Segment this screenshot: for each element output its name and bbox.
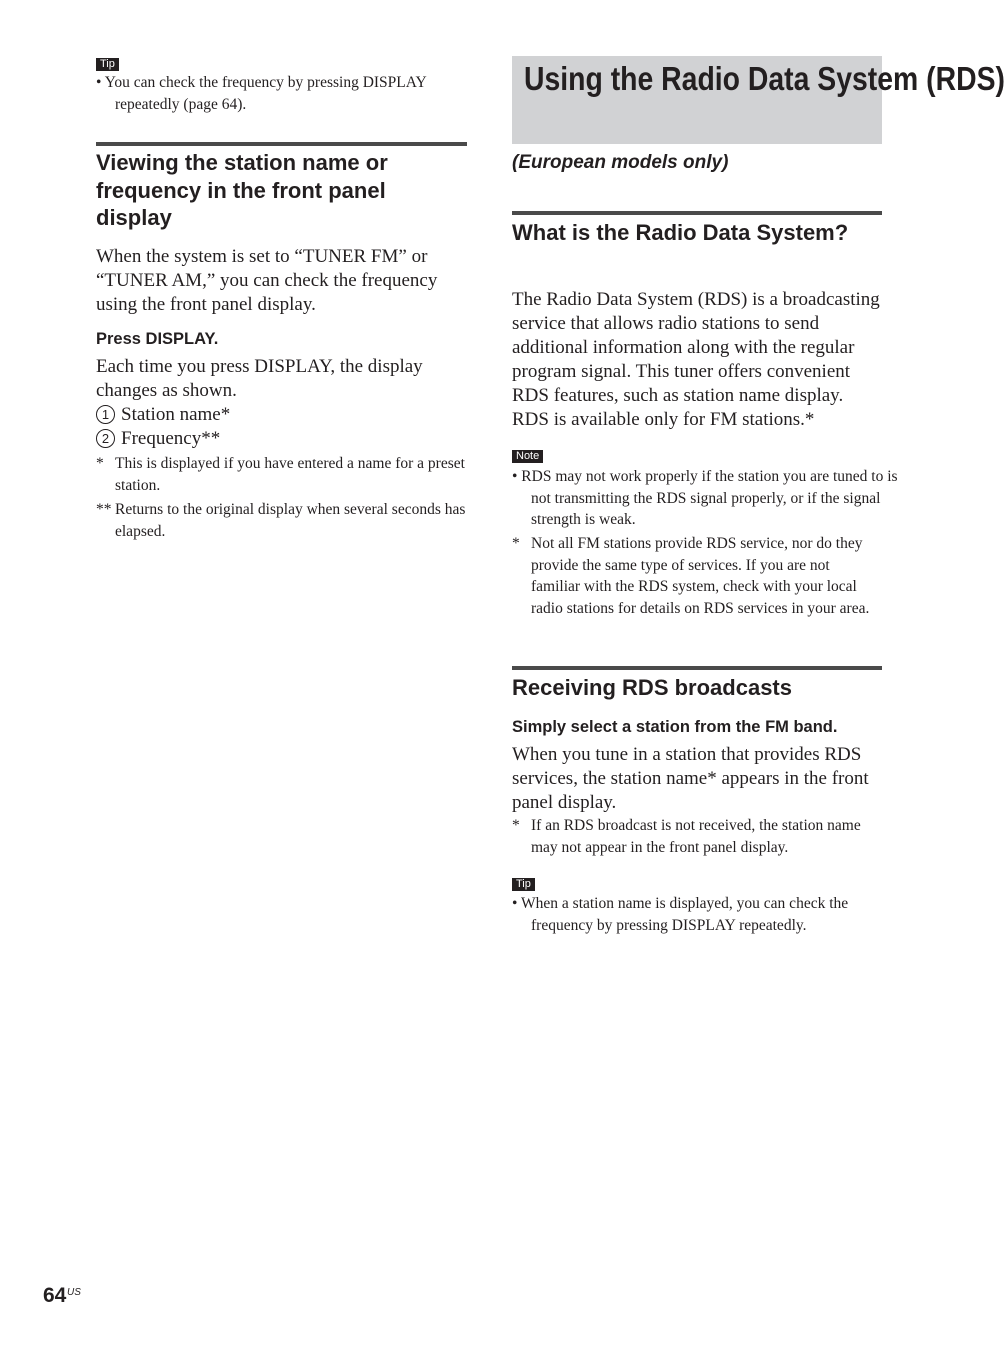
- step-footnote: * If an RDS broadcast is not received, the station name may not appear in the front panel display.: [512, 817, 861, 856]
- step-heading: Press DISPLAY.: [96, 330, 219, 348]
- list-item: 1 Station name*: [96, 403, 467, 427]
- tip-badge: Tip: [96, 58, 119, 71]
- display-sequence-list: [96, 403, 467, 451]
- tip-badge: Tip: [512, 878, 535, 891]
- page-subtitle: (European models only): [512, 152, 729, 173]
- number-circle-icon: 1: [96, 405, 115, 424]
- note-footnote: * Not all FM stations provide RDS service, nor do they provide the same type of services. If you are not familiar with the RDS system, check with your local radio stations for details on RDS services in your area.: [512, 535, 870, 617]
- footnote: ** Returns to the original display when several seconds has elapsed.: [96, 501, 466, 540]
- page-title: Using the Radio Data System (RDS): [524, 60, 1005, 97]
- note-badge: Note: [512, 450, 543, 463]
- section-heading-what-is-rds: What is the Radio Data System?: [512, 220, 849, 245]
- page-number-suffix: US: [67, 1287, 81, 1298]
- step-body: When you tune in a station that provides RDS services, the station name* appears in the front panel display.: [512, 744, 869, 813]
- list-item: 2 Frequency**: [96, 427, 467, 451]
- note-text: • RDS may not work properly if the station you are tuned to is not transmitting the RDS signal properly, or if the signal strength is weak.: [512, 468, 898, 528]
- footnote: * This is displayed if you have entered a name for a preset station.: [96, 455, 465, 494]
- footnotes: [96, 453, 467, 542]
- tip-text: • You can check the frequency by pressing DISPLAY repeatedly (page 64).: [96, 74, 427, 113]
- page-title-box: [512, 56, 1005, 144]
- section-divider: [512, 211, 882, 215]
- section-divider: [96, 142, 467, 146]
- section-body-what-is-rds: The Radio Data System (RDS) is a broadcasting service that allows radio stations to send additional information along with the regular program signal. This tuner offers convenient RDS features, such as station name display. RDS is available only for FM stations.*: [512, 289, 880, 430]
- step-heading: Simply select a station from the FM band.: [512, 718, 838, 736]
- tip-text: • When a station name is displayed, you can check the frequency by pressing DISPLAY repeatedly.: [512, 895, 849, 934]
- page-number: 64: [43, 1284, 67, 1307]
- step-body: Each time you press DISPLAY, the display changes as shown.: [96, 356, 423, 401]
- section-heading-station-name: Viewing the station name or frequency in the front panel display: [96, 150, 388, 230]
- section-intro: When the system is set to “TUNER FM” or “TUNER AM,” you can check the frequency using the front panel display.: [96, 246, 438, 315]
- number-circle-icon: 2: [96, 429, 115, 448]
- section-heading-receiving-rds: Receiving RDS broadcasts: [512, 675, 792, 700]
- section-divider: [512, 666, 882, 670]
